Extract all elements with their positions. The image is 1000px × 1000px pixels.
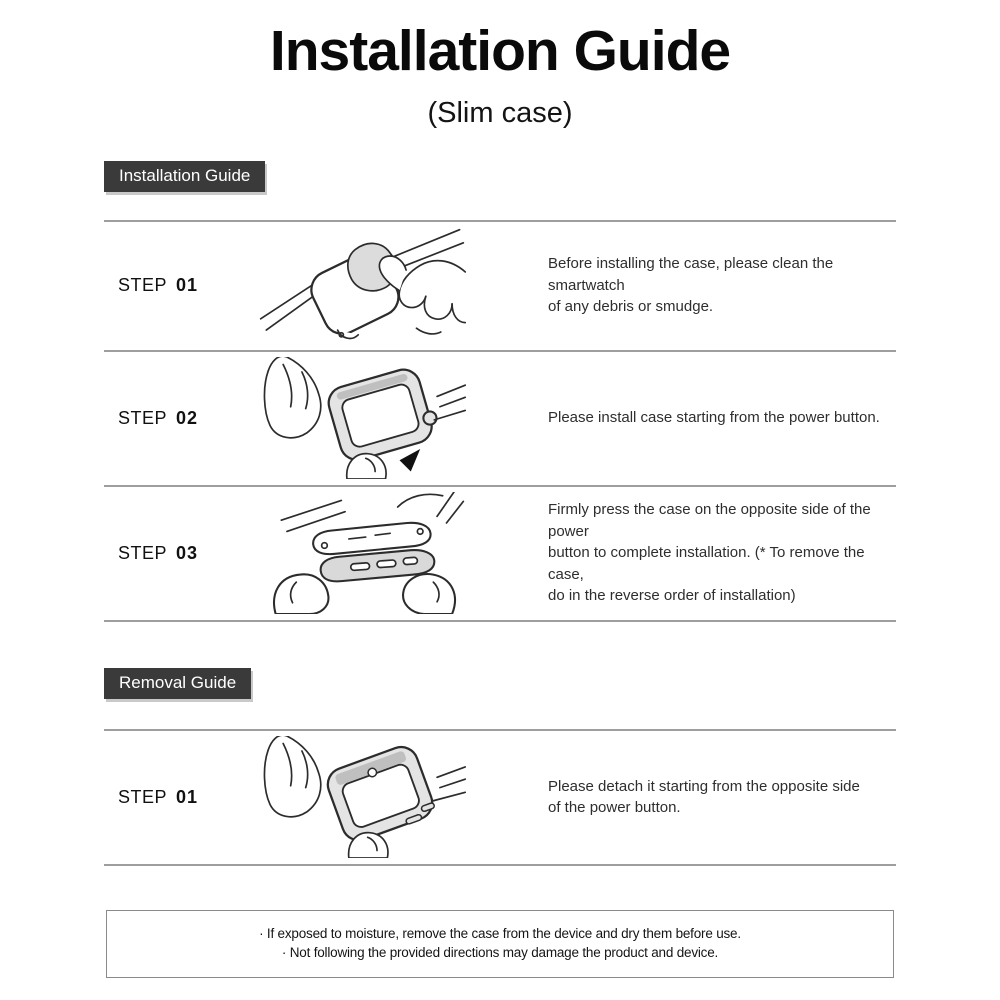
step-description	[548, 253, 896, 318]
caution-note: · Not following the provided directions may damage the product and device.	[281, 944, 719, 960]
press-case-illustration	[246, 491, 478, 615]
installation-steps	[104, 220, 896, 622]
removal-guide-badge: Removal Guide	[104, 668, 251, 699]
description-line: button to complete installation. (* To remove the case,	[548, 544, 865, 583]
step-label	[104, 787, 246, 808]
description-line: of any debris or smudge.	[548, 298, 714, 316]
step-word: STEP	[118, 407, 168, 428]
page-title: Installation Guide	[269, 19, 731, 83]
description-line: Before installing the case, please clean the smartwatch	[548, 255, 834, 294]
description-line: Please install case starting from the power button.	[548, 409, 880, 427]
install-case-icon	[249, 357, 475, 479]
clean-smartwatch-icon	[249, 225, 475, 347]
description-line: Please detach it starting from the opposite side	[548, 777, 860, 795]
detach-case-illustration	[246, 735, 478, 859]
removal-step-1-row	[104, 729, 896, 864]
step-label	[104, 408, 246, 429]
step-description	[548, 407, 880, 429]
step-label	[104, 275, 246, 296]
installation-step-3-row	[104, 485, 896, 620]
installation-step-2-row	[104, 350, 896, 485]
step-description	[548, 776, 860, 819]
press-case-icon	[249, 492, 475, 614]
installation-guide-badge: Installation Guide	[104, 161, 265, 192]
step-number: 03	[176, 542, 199, 563]
step-label	[104, 543, 246, 564]
caution-notes-box	[106, 910, 894, 978]
step-number: 01	[176, 786, 199, 807]
description-line: do in the reverse order of installation)	[548, 587, 796, 605]
install-case-illustration	[246, 356, 478, 480]
page-subtitle: (Slim case)	[427, 96, 573, 129]
step-number: 02	[176, 407, 199, 428]
step-word: STEP	[118, 786, 168, 807]
clean-smartwatch-illustration	[246, 224, 478, 348]
step-number: 01	[176, 275, 199, 296]
description-line: Firmly press the case on the opposite side of the power	[548, 501, 871, 540]
step-description	[548, 499, 896, 607]
detach-case-icon	[249, 736, 475, 858]
removal-steps	[104, 729, 896, 866]
installation-step-1-row	[104, 220, 896, 350]
step-word: STEP	[118, 275, 168, 296]
content-area	[104, 130, 896, 866]
caution-note: · If exposed to moisture, remove the case from the device and dry them before use.	[259, 925, 741, 941]
description-line: of the power button.	[548, 799, 681, 817]
step-word: STEP	[118, 542, 168, 563]
